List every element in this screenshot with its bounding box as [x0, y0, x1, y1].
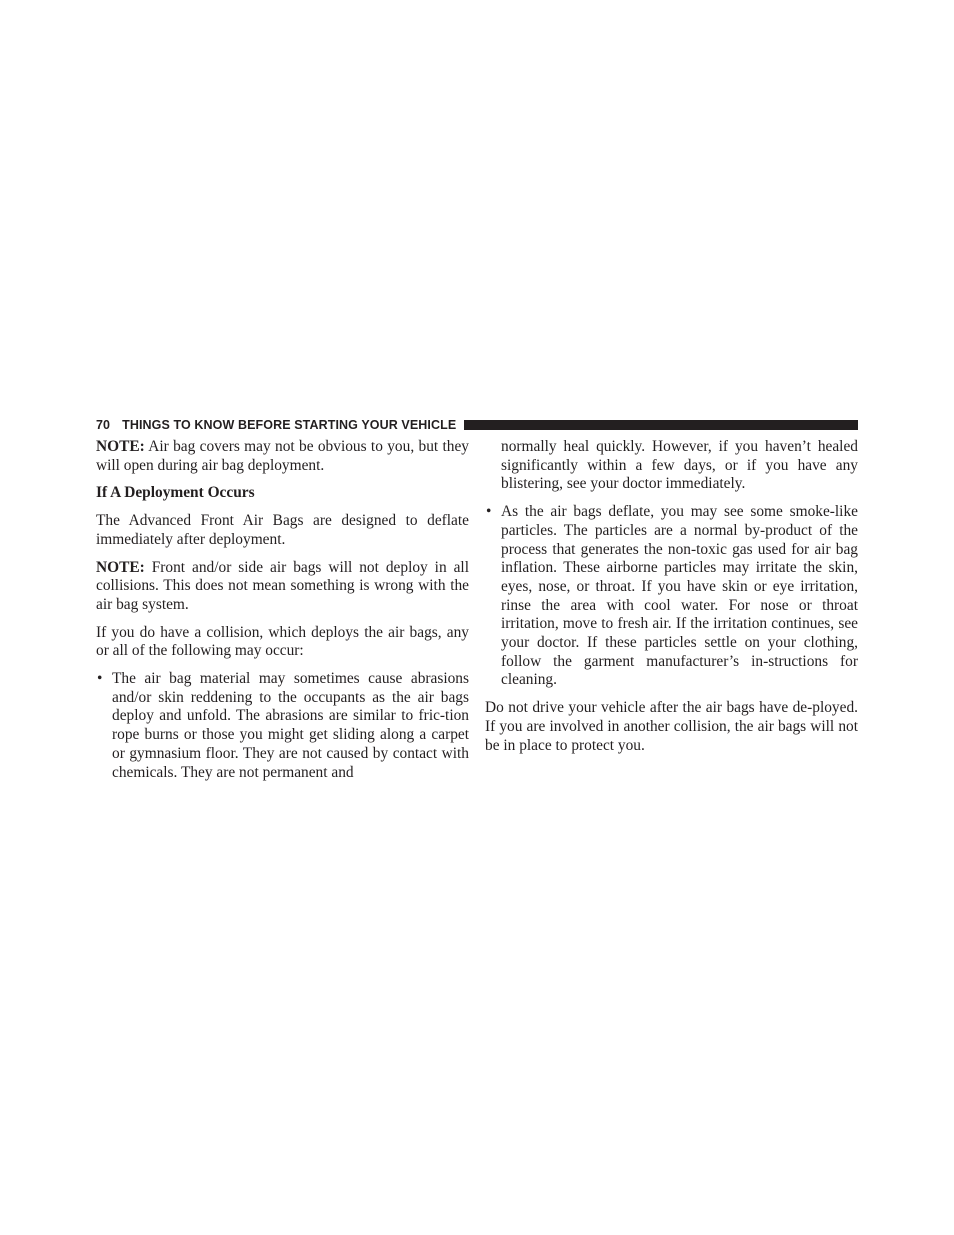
page-number: 70 — [96, 418, 111, 432]
note-label: NOTE: — [96, 558, 145, 576]
body-paragraph: Do not drive your vehicle after the air bags have de-ployed. If you are involved in another collision, the air bags will not be in place to protect you. — [485, 699, 858, 754]
bullet-list — [485, 503, 858, 690]
bullet-item — [485, 503, 858, 690]
note-paragraph — [96, 438, 469, 475]
bullet-text: As the air bags deflate, you may see some smoke-like particles. The particles are a normal by-product of the process that generates the non-toxic gas used for air bag inflation. These airborne particles may irritate the skin, eyes, nose, or throat. If you have skin or eye irritation, rinse the area with cool water. For nose or throat irritation, move to fresh air. If the irritation continues, see your doctor. If these particles settle on your clothing, follow the garment manufacturer’s in-structions for cleaning. — [501, 503, 858, 689]
note-text: Front and/or side air bags will not deploy in all collisions. This does not mean something is wrong with the air bag system. — [96, 558, 469, 613]
body-paragraph: The Advanced Front Air Bags are designed to deflate immediately after deployment. — [96, 512, 469, 548]
bullet-glyph: • — [97, 670, 103, 688]
note-paragraph — [96, 559, 469, 615]
note-text: Air bag covers may not be obvious to you, but they will open during air bag deployment. — [96, 438, 470, 474]
body-paragraph: If you do have a collision, which deploys the air bags, any or all of the following may occur: — [96, 623, 469, 660]
running-header — [96, 417, 858, 433]
bullet-list — [96, 670, 469, 782]
left-column — [96, 438, 469, 791]
bullet-continuation: normally heal quickly. However, if you haven’t healed significantly within a few days, or if you have any blistering, see your doctor immediately. — [501, 438, 858, 493]
bullet-text: The air bag material may sometimes cause abrasions and/or skin reddening to the occupants as the air bags deploy and unfold. The abrasions are similar to fric-tion rope burns or those you might get sliding along a carpet or gymnasium floor. They are not caused by contact with chemicals. They are not permanent and — [112, 670, 469, 781]
note-label: NOTE: — [96, 438, 145, 455]
right-column — [485, 438, 858, 764]
header-rule — [464, 420, 858, 430]
section-title: THINGS TO KNOW BEFORE STARTING YOUR VEHICLE — [122, 418, 457, 432]
section-heading: If A Deployment Occurs — [96, 484, 255, 502]
bullet-item — [96, 670, 469, 782]
bullet-glyph: • — [486, 503, 492, 521]
